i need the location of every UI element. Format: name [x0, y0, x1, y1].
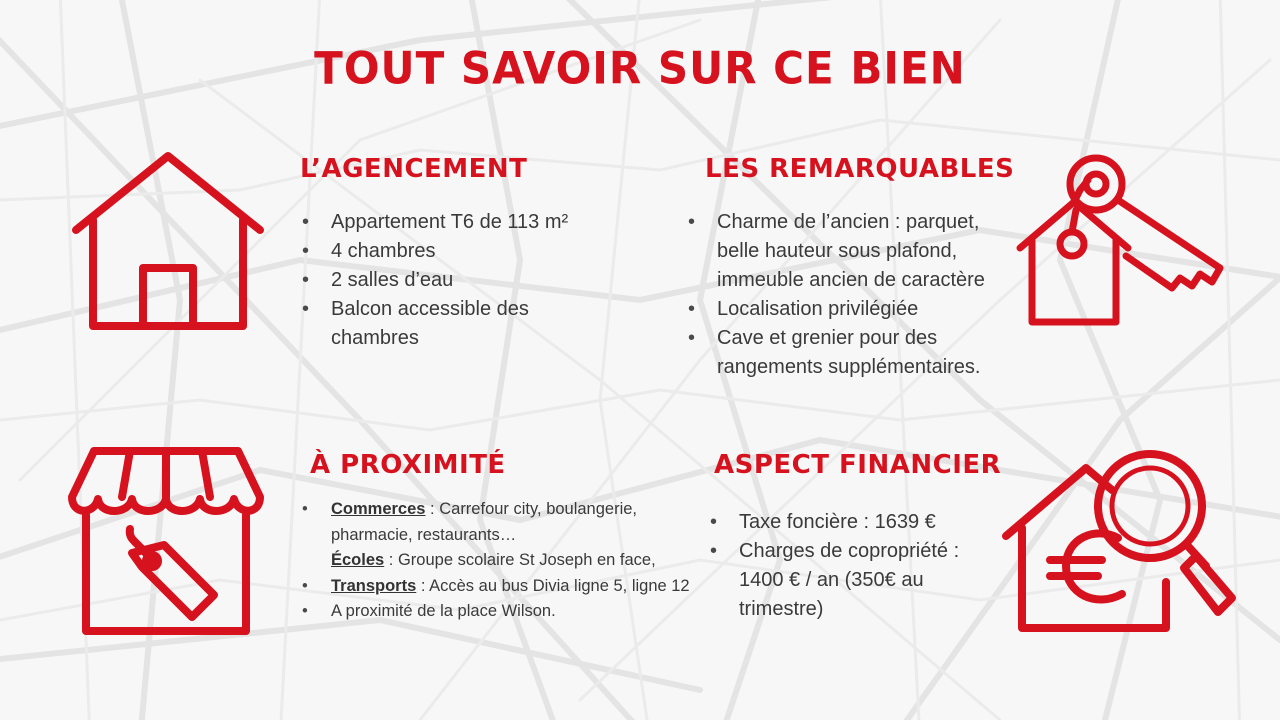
list-proximite — [300, 497, 690, 625]
list-item: • Balcon accessible des chambres — [300, 295, 561, 353]
list-item: • 4 chambres — [300, 237, 630, 266]
list-remarquables — [686, 208, 1016, 382]
list-financier — [708, 508, 998, 624]
section-title-financier: ASPECT FINANCIER — [714, 450, 1002, 480]
list-item-transports — [300, 574, 690, 600]
commerces-label: Commerces — [331, 500, 426, 518]
list-item: • Charme de l’ancien : parquet, belle hauteur sous plafond, immeuble ancien de caractère — [686, 208, 1016, 295]
list-item: • Appartement T6 de 113 m² — [300, 208, 630, 237]
section-title-remarquables: LES REMARQUABLES — [705, 154, 1015, 184]
list-item: • Taxe foncière : 1639 € — [708, 508, 998, 537]
house-icon — [68, 148, 268, 333]
commerces-text: : Carrefour city, boulangerie, pharmacie, restaurants… — [331, 500, 638, 544]
transports-text: : Accès au bus Divia ligne 5, ligne 12 — [416, 576, 690, 595]
list-item: • Charges de copropriété : 1400 € / an (350€ au trimestre) — [708, 537, 998, 624]
house-keys-icon — [1012, 150, 1232, 330]
list-item: • Cave et grenier pour des rangements supplémentaires. — [686, 324, 1016, 382]
list-item-wilson: • A proximité de la place Wilson. — [300, 599, 690, 625]
ecoles-text: : Groupe scolaire St Joseph en face, — [384, 551, 656, 569]
list-item-commerces — [300, 497, 690, 574]
shop-tag-icon — [68, 445, 264, 637]
ecoles-label: Écoles — [331, 551, 385, 569]
list-item: • Localisation privilégiée — [686, 295, 1016, 324]
list-item: • 2 salles d’eau — [300, 266, 630, 295]
transports-label: Transports — [331, 576, 417, 595]
section-title-proximite: À PROXIMITÉ — [310, 450, 506, 480]
section-title-agencement: L’AGENCEMENT — [300, 154, 528, 184]
house-euro-magnifier-icon — [1000, 448, 1240, 638]
list-agencement — [300, 208, 630, 353]
page-title: TOUT SAVOIR SUR CE BIEN — [314, 42, 966, 95]
